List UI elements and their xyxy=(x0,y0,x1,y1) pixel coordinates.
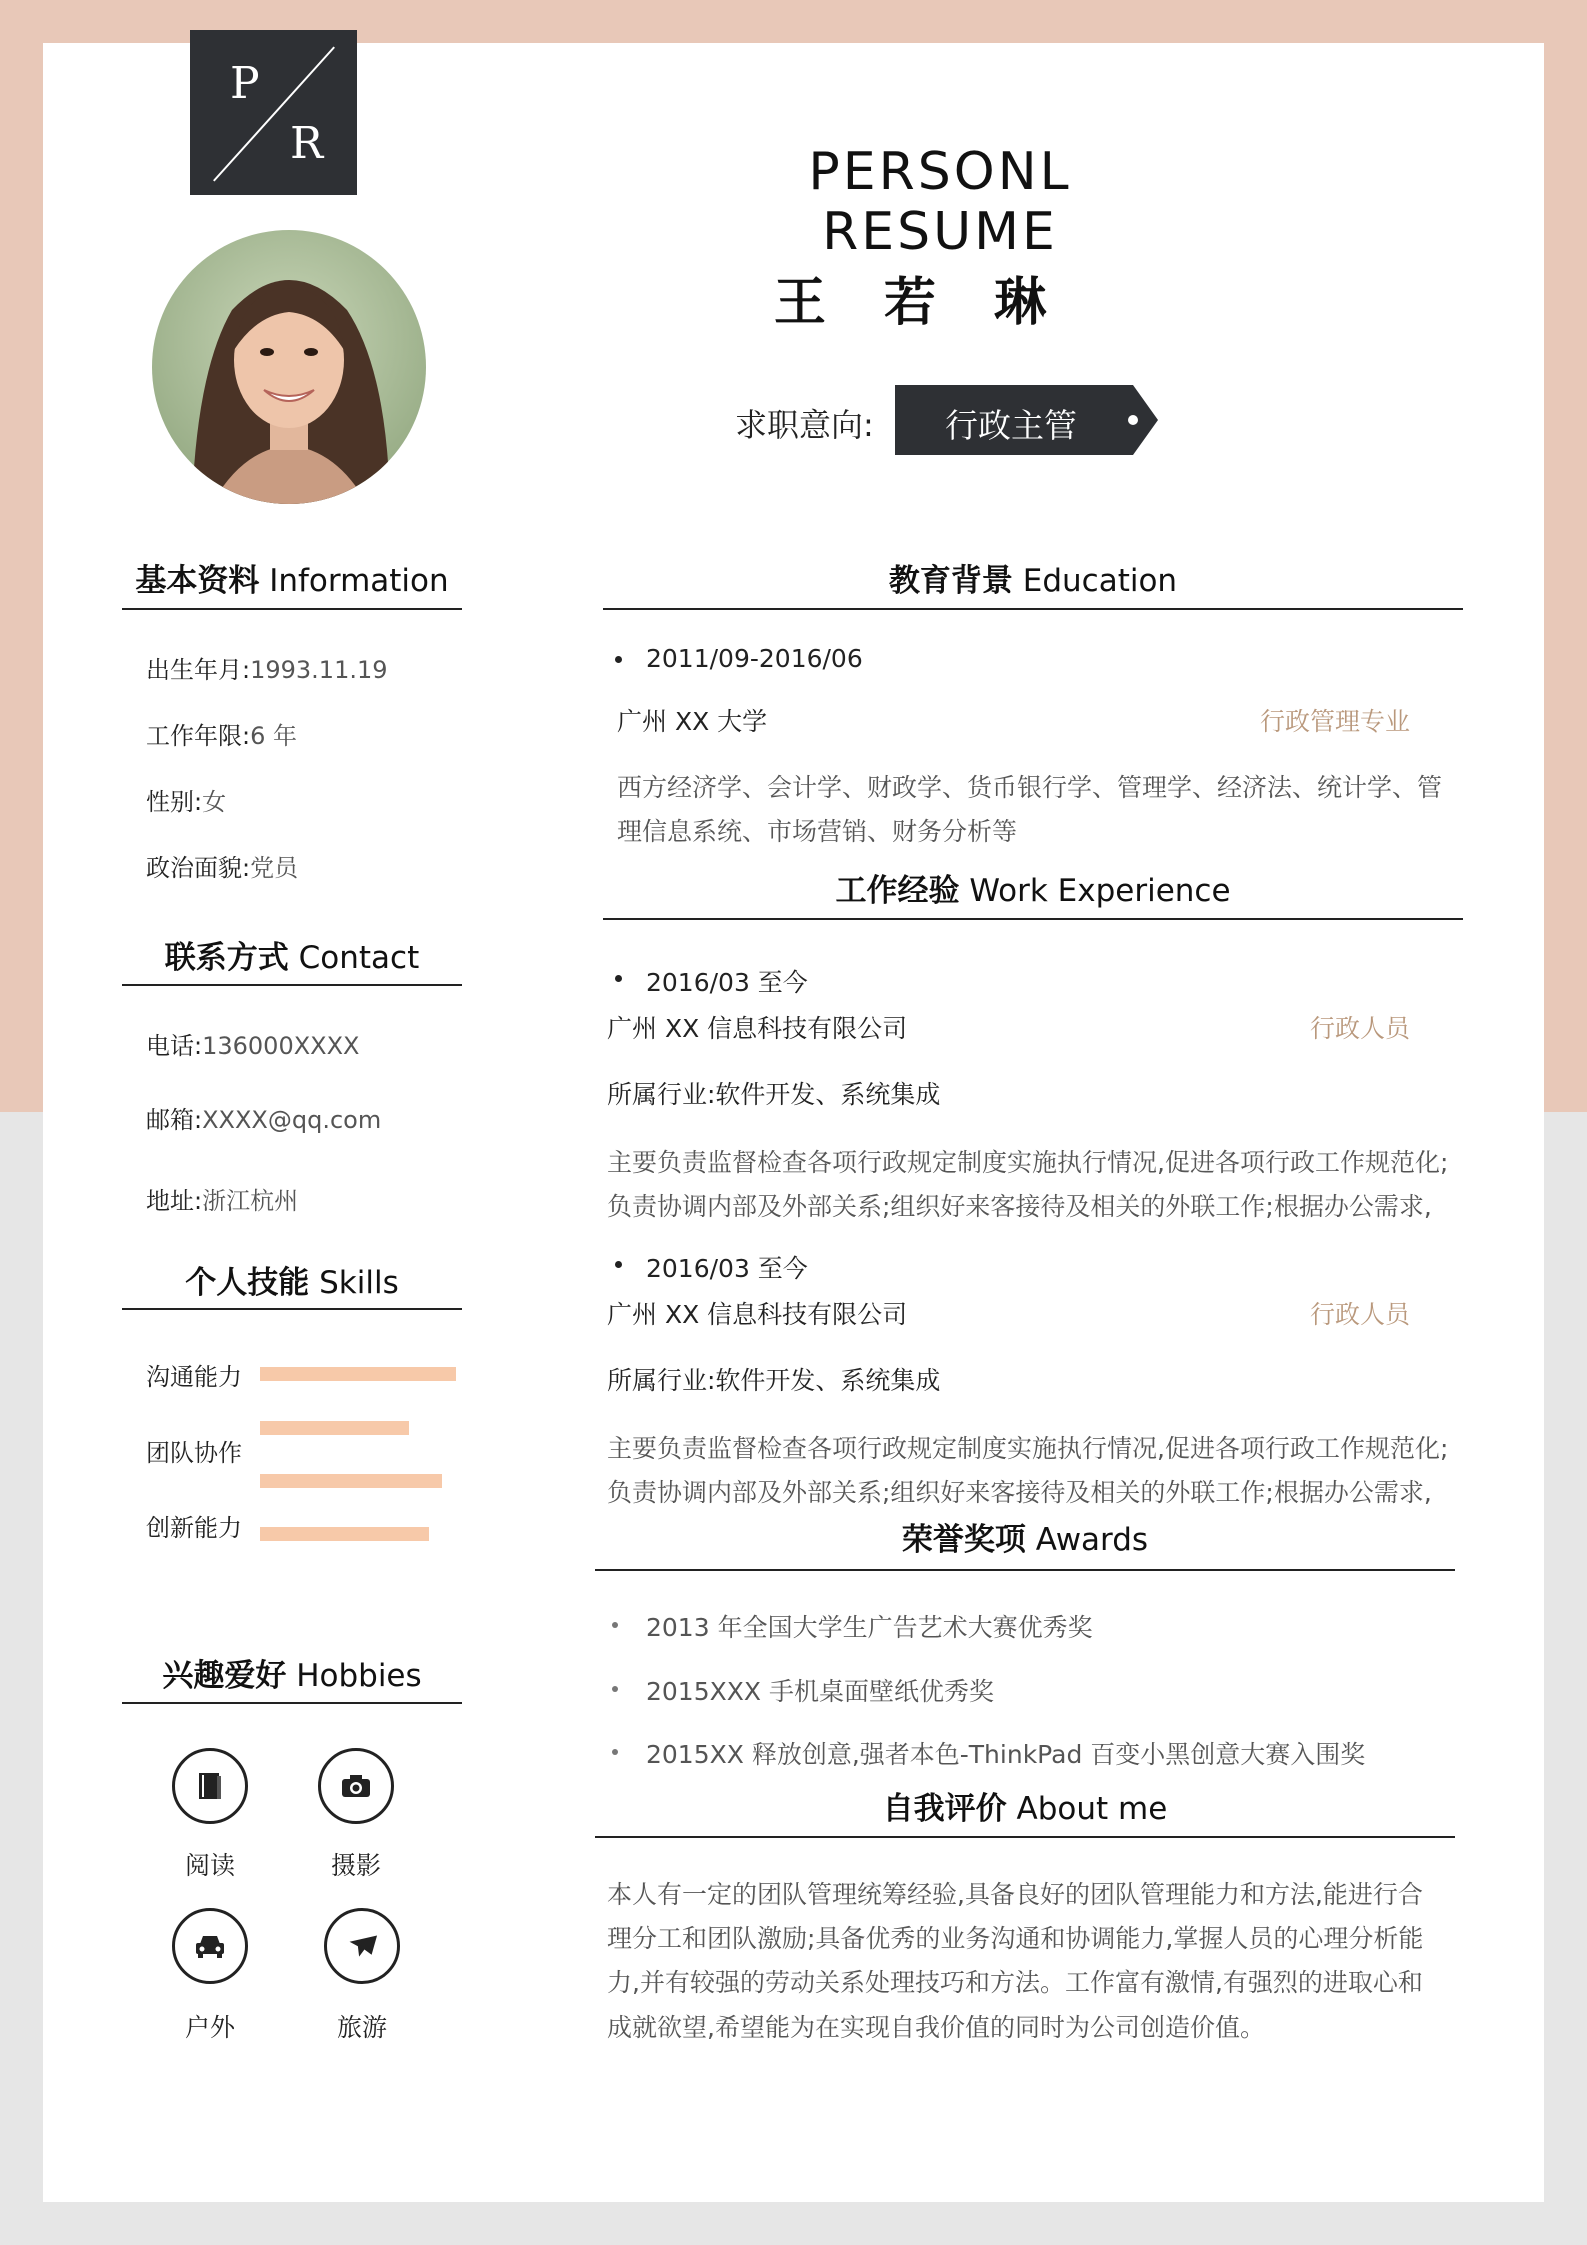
monogram-logo xyxy=(190,30,357,195)
info-heading: 基本资料 Information xyxy=(135,563,449,599)
about-line: 理分工和团队激励;具备优秀的业务沟通和协调能力,掌握人员的心理分析能 xyxy=(607,1924,1424,1953)
job-period: 2016/03 至今 xyxy=(646,968,808,997)
job-period: 2016/03 至今 xyxy=(646,1254,808,1283)
resume-title: PERSONL RESUME xyxy=(808,142,1072,262)
contact-phone: 电话:136000XXXX xyxy=(146,1032,360,1060)
hobby-label: 阅读 xyxy=(184,1851,235,1880)
skills-heading: 个人技能 Skills xyxy=(185,1265,399,1301)
job-description-line: 负责协调内部及外部关系;组织好来客接待及相关的外联工作;根据办公需求, xyxy=(607,1478,1432,1507)
education-courses-line: 西方经济学、会计学、财政学、货币银行学、管理学、经济法、统计学、管 xyxy=(617,773,1443,802)
work-heading: 工作经验 Work Experience xyxy=(835,873,1231,909)
logo-letter-r: R xyxy=(290,118,324,169)
education-rule xyxy=(603,608,1463,610)
job-intent-value: 行政主管 xyxy=(945,406,1077,445)
car-icon xyxy=(172,1908,248,1984)
about-rule xyxy=(595,1836,1455,1838)
contact-email: 邮箱:XXXX@qq.com xyxy=(146,1106,382,1134)
job-description-line: 负责协调内部及外部关系;组织好来客接待及相关的外联工作;根据办公需求, xyxy=(607,1192,1432,1221)
bullet xyxy=(615,1261,622,1268)
contact-heading: 联系方式 Contact xyxy=(164,940,420,976)
info-rule xyxy=(122,608,462,610)
hobby-label: 旅游 xyxy=(336,2013,387,2042)
skill-bar xyxy=(260,1367,456,1381)
bullet xyxy=(612,1622,618,1628)
skill-bar xyxy=(260,1421,409,1435)
education-heading: 教育背景 Education xyxy=(888,563,1178,599)
job-description-line: 主要负责监督检查各项行政规定制度实施执行情况,促进各项行政工作规范化; xyxy=(607,1434,1449,1463)
job-role: 行政人员 xyxy=(1310,1014,1411,1043)
bullet xyxy=(615,975,622,982)
contact-address: 地址:浙江杭州 xyxy=(146,1187,299,1215)
skill-bar xyxy=(260,1474,442,1488)
plane-icon xyxy=(324,1908,400,1984)
job-industry: 所属行业:软件开发、系统集成 xyxy=(607,1366,941,1395)
education-period: 2011/09-2016/06 xyxy=(646,644,863,673)
camera-icon xyxy=(318,1748,394,1824)
info-birth: 出生年月:1993.11.19 xyxy=(146,656,388,684)
work-rule xyxy=(603,918,1463,920)
skill-bar xyxy=(260,1527,429,1541)
job-industry: 所属行业:软件开发、系统集成 xyxy=(607,1080,941,1109)
info-years: 工作年限:6 年 xyxy=(146,722,297,750)
awards-rule xyxy=(595,1569,1455,1571)
award-item: 2015XXX 手机桌面壁纸优秀奖 xyxy=(646,1677,994,1706)
profile-photo xyxy=(152,230,426,504)
award-item: 2013 年全国大学生广告艺术大赛优秀奖 xyxy=(646,1613,1093,1642)
about-line: 成就欲望,希望能为在实现自我价值的同时为公司创造价值。 xyxy=(607,2013,1265,2042)
skill-label: 团队协作 xyxy=(146,1439,242,1467)
book-icon xyxy=(172,1748,248,1824)
job-description-line: 主要负责监督检查各项行政规定制度实施执行情况,促进各项行政工作规范化; xyxy=(607,1148,1449,1177)
about-line: 本人有一定的团队管理统筹经验,具备良好的团队管理能力和方法,能进行合 xyxy=(607,1880,1423,1909)
info-politics: 政治面貌:党员 xyxy=(146,854,299,882)
education-major: 行政管理专业 xyxy=(1260,707,1411,736)
info-gender: 性别:女 xyxy=(146,788,227,816)
hobbies-rule xyxy=(122,1702,462,1704)
skill-label: 创新能力 xyxy=(146,1514,242,1542)
job-company: 广州 XX 信息科技有限公司 xyxy=(607,1300,908,1329)
hobby-label: 户外 xyxy=(184,2013,235,2042)
education-school: 广州 XX 大学 xyxy=(617,707,768,736)
about-heading: 自我评价 About me xyxy=(882,1791,1168,1827)
skill-label: 沟通能力 xyxy=(146,1363,242,1391)
hobby-label: 摄影 xyxy=(330,1851,381,1880)
job-role: 行政人员 xyxy=(1310,1300,1411,1329)
bullet xyxy=(612,1686,618,1692)
bullet xyxy=(615,656,622,663)
contact-rule xyxy=(122,984,462,986)
candidate-name: 王 若 琳 xyxy=(773,273,1067,333)
logo-letter-p: P xyxy=(230,58,260,109)
skills-rule xyxy=(122,1308,462,1310)
awards-heading: 荣誉奖项 Awards xyxy=(901,1522,1149,1558)
job-intent-label: 求职意向: xyxy=(735,406,874,444)
education-courses-line: 理信息系统、市场营销、财务分析等 xyxy=(617,817,1018,846)
about-line: 力,并有较强的劳动关系处理技巧和方法。工作富有激情,有强烈的进取心和 xyxy=(607,1968,1423,1997)
award-item: 2015XX 释放创意,强者本色-ThinkPad 百变小黑创意大赛入围奖 xyxy=(646,1740,1366,1769)
bullet xyxy=(612,1749,618,1755)
hobbies-heading: 兴趣爱好 Hobbies xyxy=(162,1658,422,1694)
job-company: 广州 XX 信息科技有限公司 xyxy=(607,1014,908,1043)
